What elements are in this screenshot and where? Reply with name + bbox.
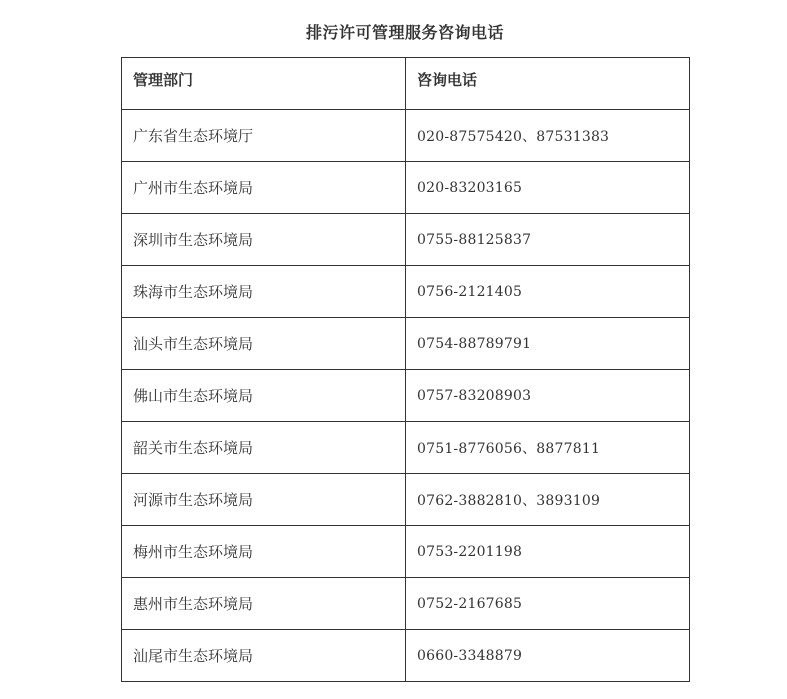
- table-row: [122, 630, 690, 682]
- phone-cell: 0754-88789791: [406, 318, 690, 370]
- department-cell: 珠海市生态环境局: [122, 266, 406, 318]
- department-cell: 河源市生态环境局: [122, 474, 406, 526]
- department-cell: 梅州市生态环境局: [122, 526, 406, 578]
- phone-cell: 020-83203165: [406, 162, 690, 214]
- table-row: [122, 578, 690, 630]
- department-cell: 惠州市生态环境局: [122, 578, 406, 630]
- phone-cell: 0752-2167685: [406, 578, 690, 630]
- contact-table: [121, 57, 690, 682]
- department-cell: 深圳市生态环境局: [122, 214, 406, 266]
- table-row: [122, 110, 690, 162]
- page-title: 排污许可管理服务咨询电话: [305, 23, 504, 42]
- table-row: [122, 474, 690, 526]
- table-row: [122, 266, 690, 318]
- department-cell: 广东省生态环境厅: [122, 110, 406, 162]
- column-header-phone: 咨询电话: [406, 58, 690, 110]
- phone-cell: 0762-3882810、3893109: [406, 474, 690, 526]
- table-row: [122, 526, 690, 578]
- table-row: [122, 422, 690, 474]
- table-row: [122, 214, 690, 266]
- department-cell: 汕头市生态环境局: [122, 318, 406, 370]
- phone-cell: 0660-3348879: [406, 630, 690, 682]
- department-cell: 汕尾市生态环境局: [122, 630, 406, 682]
- phone-cell: 0756-2121405: [406, 266, 690, 318]
- department-cell: 佛山市生态环境局: [122, 370, 406, 422]
- table-row: [122, 370, 690, 422]
- phone-cell: 020-87575420、87531383: [406, 110, 690, 162]
- phone-cell: 0757-83208903: [406, 370, 690, 422]
- phone-cell: 0753-2201198: [406, 526, 690, 578]
- department-cell: 韶关市生态环境局: [122, 422, 406, 474]
- department-cell: 广州市生态环境局: [122, 162, 406, 214]
- phone-cell: 0755-88125837: [406, 214, 690, 266]
- phone-cell: 0751-8776056、8877811: [406, 422, 690, 474]
- column-header-department: 管理部门: [122, 58, 406, 110]
- table-row: [122, 162, 690, 214]
- table-row: [122, 318, 690, 370]
- table-header-row: [122, 58, 690, 110]
